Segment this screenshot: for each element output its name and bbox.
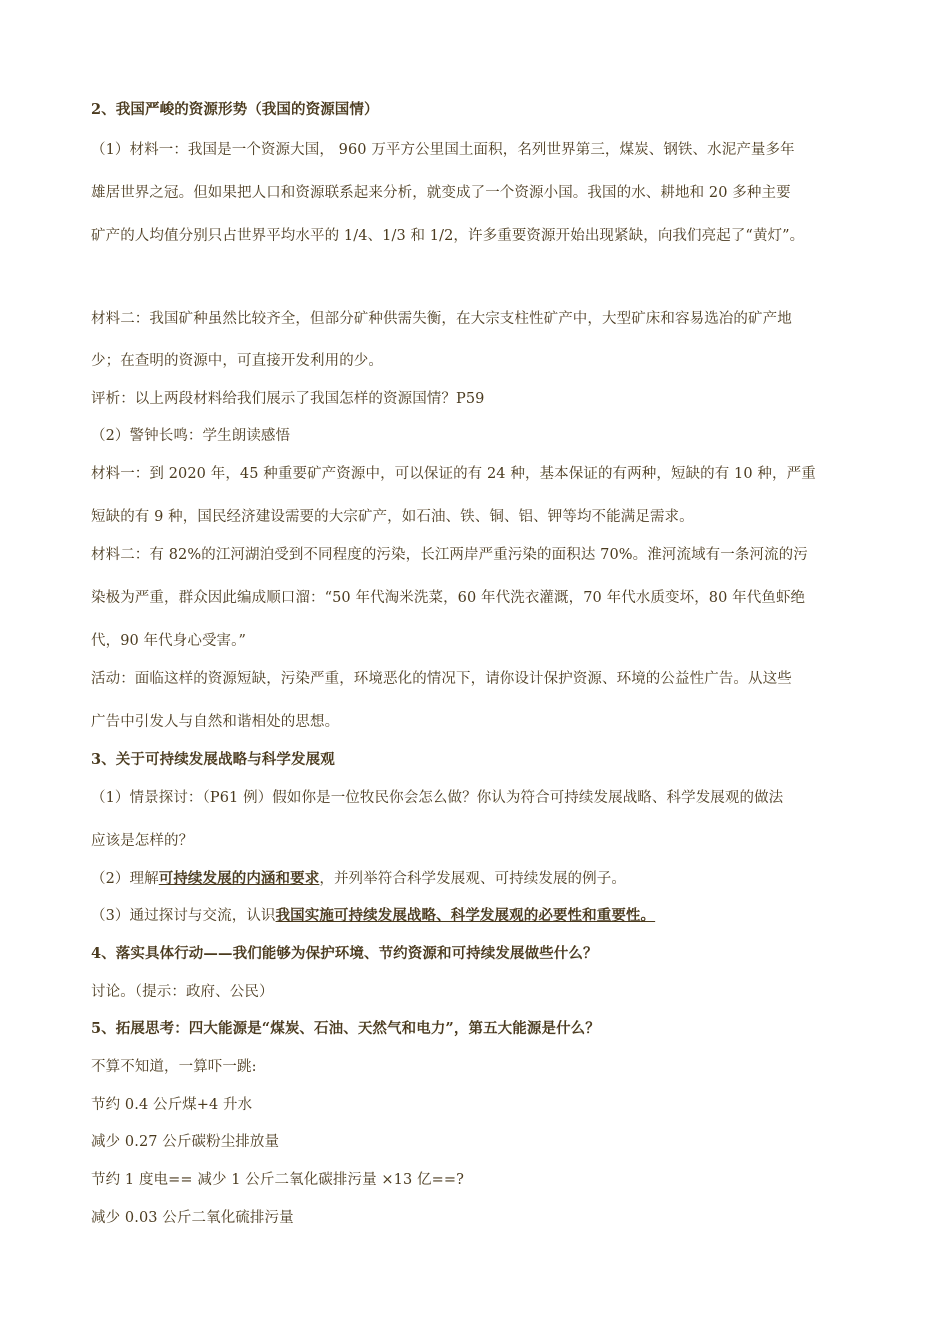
understand-emphasis: 可持续发展的内涵和要求 — [158, 870, 320, 887]
alarm-material2-line2: 染极为严重，群众因此编成顺口溜：“50 年代淘米洗菜，60 年代洗衣灌溉，70 年代水质变坏，80 年代鱼虾绝 — [91, 590, 806, 606]
understand-suffix: ，并列举符合科学发展观、可持续发展的例子。 — [319, 871, 626, 887]
material2-line2: 少；在查明的资源中，可直接开发利用的少。 — [91, 353, 383, 369]
alarm-material2-line1: 材料二：有 82%的江河湖泊受到不同程度的污染，长江两岸严重污染的面积达 70%。淮河流域有一条河流的污 — [91, 547, 808, 563]
calc-line: 节约 0.4 公斤煤+4 升水 — [91, 1097, 253, 1113]
material2-line1: 材料二：我国矿种虽然比较齐全，但部分矿种供需失衡，在大宗支柱性矿产中，大型矿床和容易选冶的矿产地 — [91, 311, 792, 327]
analysis-line: 评析：以上两段材料给我们展示了我国怎样的资源国情？P59 — [91, 391, 485, 407]
understand-prefix: （2）理解 — [91, 871, 159, 887]
calc-line: 减少 0.27 公斤碳粉尘排放量 — [91, 1134, 280, 1150]
alarm-material1-line2: 短缺的有 9 种，国民经济建设需要的大宗矿产，如石油、铁、铜、铝、钾等均不能满足需求。 — [91, 509, 694, 525]
recognize-prefix: （3）通过探讨与交流，认识 — [91, 908, 276, 924]
material1-line1: （1）材料一：我国是一个资源大国， 960 万平方公里国土面积，名列世界第三，煤炭、钢铁、水泥产量多年 — [91, 142, 795, 158]
activity-line2: 广告中引发人与自然和谐相处的思想。 — [91, 714, 340, 730]
section3-heading: 3、关于可持续发展战略与科学发展观 — [91, 751, 335, 768]
material1-line2: 雄居世界之冠。但如果把人口和资源联系起来分析，就变成了一个资源小国。我国的水、耕地和 20 多种主要 — [91, 185, 791, 201]
calc-line: 节约 1 度电== 减少 1 公斤二氧化碳排污量 ×13 亿==? — [91, 1172, 464, 1188]
section2-heading: 2、我国严峻的资源形势（我国的资源国情） — [91, 101, 379, 118]
discussion-line: 讨论。（提示：政府、公民） — [91, 984, 274, 1000]
alarm-material2-line3: 代，90 年代身心受害。” — [91, 633, 247, 649]
scenario-line2: 应该是怎样的？ — [91, 833, 194, 849]
alarm-line: （2）警钟长鸣：学生朗读感悟 — [91, 428, 291, 444]
material1-line3: 矿产的人均值分别只占世界平均水平的 1/4、1/3 和 1/2，许多重要资源开始出现紧缺，向我们亮起了“黄灯”。 — [91, 228, 805, 244]
calc-line: 不算不知道，一算吓一跳: — [91, 1059, 257, 1075]
section5-heading: 5、拓展思考：四大能源是“煤炭、石油、天然气和电力”，第五大能源是什么？ — [91, 1020, 600, 1037]
recognize-emphasis: 我国实施可持续发展战略、科学发展观的必要性和重要性。 — [275, 907, 656, 924]
calc-line: 减少 0.03 公斤二氧化硫排污量 — [91, 1210, 294, 1226]
activity-line1: 活动：面临这样的资源短缺，污染严重，环境恶化的情况下，请你设计保护资源、环境的公益性广告。从这些 — [91, 671, 792, 687]
understand-line — [91, 869, 626, 889]
section4-heading: 4、落实具体行动——我们能够为保护环境、节约资源和可持续发展做些什么？ — [91, 945, 598, 962]
recognize-line — [91, 906, 655, 926]
scenario-line1: （1）情景探讨：（P61 例）假如你是一位牧民你会怎么做？你认为符合可持续发展战略、科学发展观的做法 — [91, 790, 784, 806]
alarm-material1-line1: 材料一：到 2020 年，45 种重要矿产资源中，可以保证的有 24 种，基本保证的有两种，短缺的有 10 种，严重 — [91, 466, 816, 482]
